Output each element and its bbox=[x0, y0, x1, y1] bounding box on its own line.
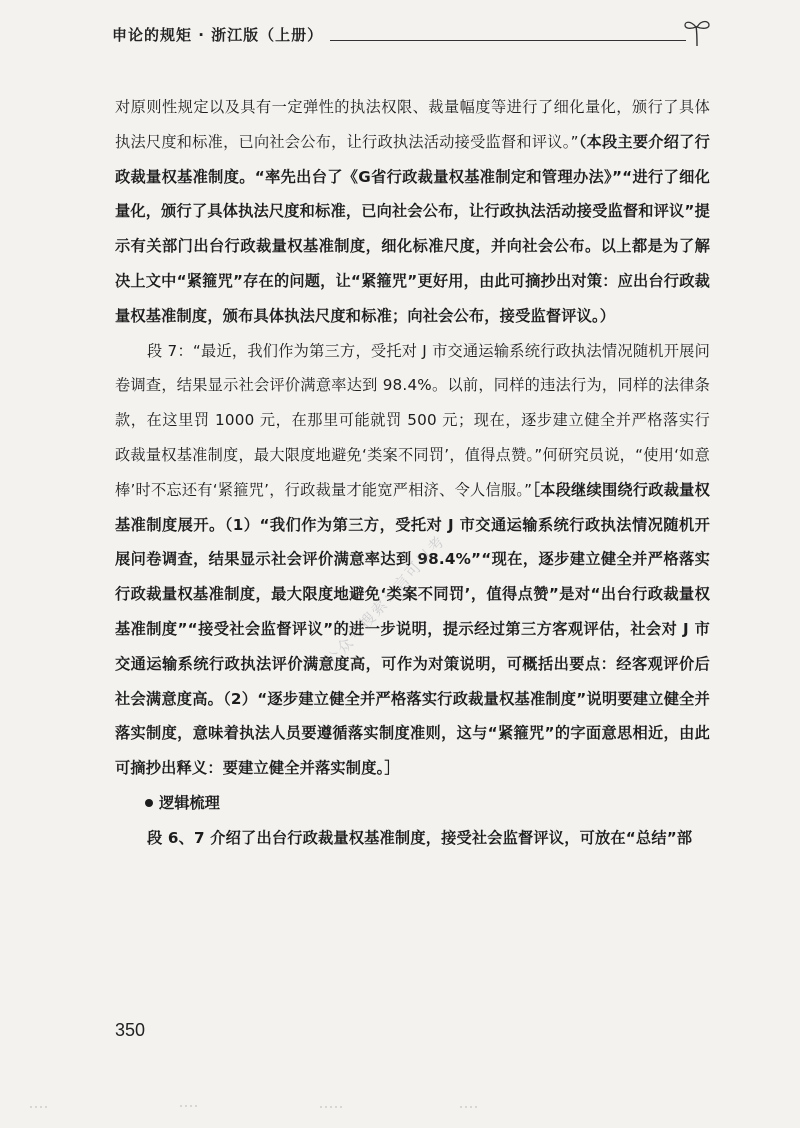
scan-artifacts bbox=[0, 1104, 800, 1110]
section-heading-text: 逻辑梳理 bbox=[159, 793, 220, 812]
watermark: 公众号搜索：言可以考 bbox=[321, 531, 449, 671]
header-rule bbox=[330, 40, 686, 41]
quote-text: 段 7：“最近，我们作为第三方，受托对 J 市交通运输系统行政执法情况随机开展问卷调查，结果显示社会评价满意率达到 98.4%。以前，同样的违法行为，同样的法律条款，在这里罚 1000 元，在那里可能就罚 500 元；现在，逐步建立健全并严格落实行政裁量权基准制度，最大限度地避免‘类案不同罚’，值得点赞。”何研究员说，“使用‘如意棒’时不忘还有‘紧箍咒’，行政裁量才能宽严相济、令人信服。” bbox=[115, 341, 710, 499]
page-body bbox=[115, 90, 710, 856]
page-number: 350 bbox=[115, 1020, 146, 1040]
annotation-text: ［本段继续围绕行政裁量权基准制度展开。（1）“我们作为第三方，受托对 J 市交通运输系统行政执法情况随机开展问卷调查，结果显示社会评价满意率达到 98.4%”“现在，逐步建立健全并严格落实行政裁量权基准制度，最大限度地避免‘类案不同罚’，值得点赞”是对“出台行政裁量权基准制度”“接受社会监督评议”的进一步说明，提示经过第三方客观评估，社会对 J 市交通运输系统行政执法评价满意度高，可作为对策说明，可概括出要点：经客观评价后社会满意度高。（2）“逐步建立健全并严格落实行政裁量权基准制度”说明要建立健全并落实制度，意味着执法人员要遵循落实制度准则，这与“紧箍咒”的字面意思相近，由此可摘抄出释义：要建立健全并落实制度。］ bbox=[115, 480, 710, 778]
paragraph-1 bbox=[115, 90, 710, 334]
annotation-text: （本段主要介绍了行政裁量权基准制度。“率先出台了《G省行政裁量权基准制定和管理办法》”“进行了细化量化，颁行了具体执法尺度和标准，已向社会公布，让行政执法活动接受监督和评议”提示有关部门出台行政裁量权基准制度，细化标准尺度，并向社会公布。以上都是为了解决上文中“紧箍咒”存在的问题，让“紧箍咒”更好用，由此可摘抄出对策：应出台行政裁量权基准制度，颁布具体执法尺度和标准；向社会公布，接受监督评议。） bbox=[115, 132, 711, 325]
paragraph-3: 段 6、7 介绍了出台行政裁量权基准制度，接受社会监督评议，可放在“总结”部 bbox=[147, 828, 693, 847]
section-heading bbox=[145, 786, 710, 821]
sprout-icon bbox=[682, 16, 712, 48]
quote-text: 对原则性规定以及具有一定弹性的执法权限、裁量幅度等进行了细化量化，颁行了具体执法尺度和标准，已向社会公布，让行政执法活动接受监督和评议。” bbox=[115, 98, 710, 151]
running-header bbox=[112, 22, 712, 50]
book-title: 申论的规矩 · 浙江版（上册） bbox=[112, 26, 324, 44]
bullet-icon bbox=[145, 799, 153, 807]
